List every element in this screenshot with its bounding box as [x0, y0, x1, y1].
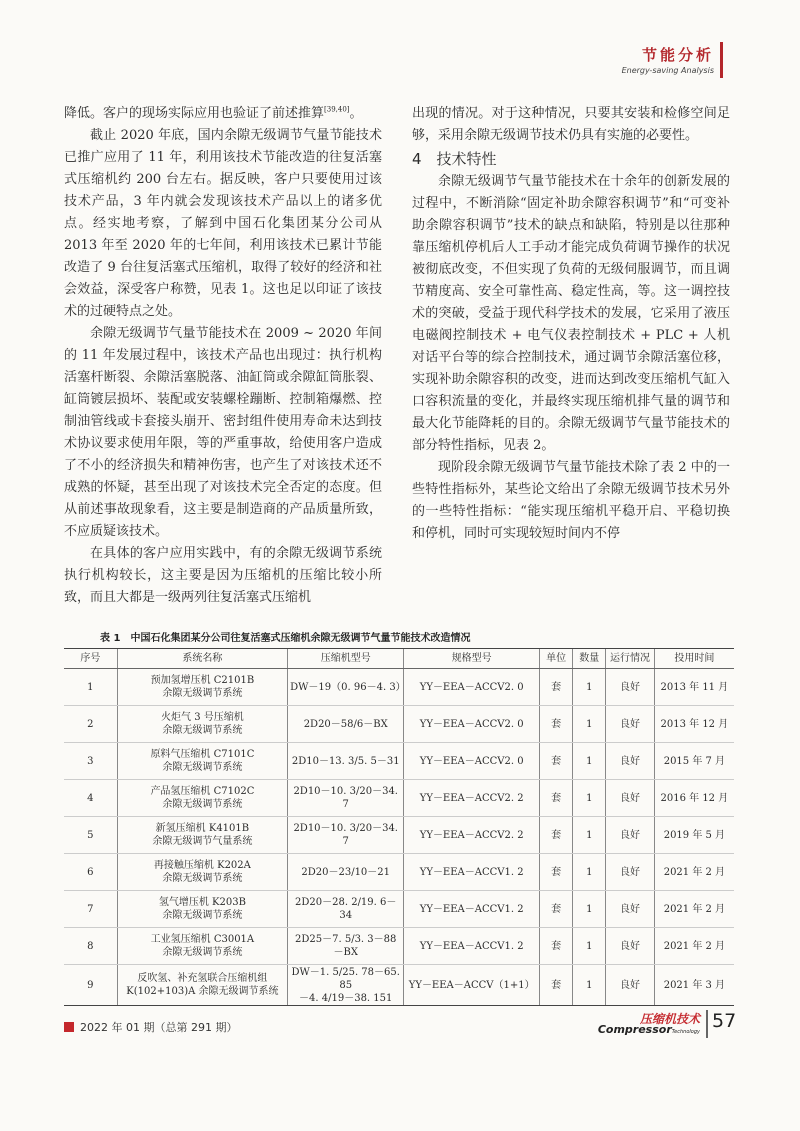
table-cell: 氢气增压机 K203B 余隙无级调节系统 [117, 891, 287, 928]
section-heading: 4 技术特性 [412, 150, 497, 168]
table-header-cell: 规格型号 [404, 649, 540, 669]
logo-english-main: Compressor [597, 1023, 672, 1036]
table-cell: 8 [64, 928, 117, 965]
logo-english-small: Technology [671, 1029, 700, 1035]
table-cell: 4 [64, 780, 117, 817]
table-body [64, 669, 734, 1006]
table-cell: 套 [540, 928, 573, 965]
table-header-cell: 运行情况 [606, 649, 654, 669]
table-cell: 新氢压缩机 K4101B 余隙无级调节气量系统 [117, 817, 287, 854]
paragraph: 在具体的客户应用实践中，有的余隙无级调节系统执行机构较长，这主要是因为压缩机的压缩比较小所致，而且大都是一级两列往复活塞式压缩机 [64, 546, 382, 605]
table-cell: 良好 [606, 854, 654, 891]
table-cell: 1 [573, 854, 606, 891]
table-cell: YY－EEA－ACCV（1+1） [404, 965, 540, 1006]
table-header-cell: 数量 [573, 649, 606, 669]
table-cell: 良好 [606, 669, 654, 706]
table-cell: YY－EEA－ACCV2. 0 [404, 706, 540, 743]
table-cell: 2016 年 12 月 [654, 780, 734, 817]
table-header-cell: 压缩机型号 [288, 649, 404, 669]
table-cell: DW－1. 5/25. 78－65. 85 －4. 4/19－38. 151 [288, 965, 404, 1006]
table-cell: 2D10－10. 3/20－34. 7 [288, 780, 404, 817]
table-cell: 9 [64, 965, 117, 1006]
table-cell: 火炬气 3 号压缩机 余隙无级调节系统 [117, 706, 287, 743]
table-cell: 良好 [606, 928, 654, 965]
table-cell: 套 [540, 817, 573, 854]
table-cell: 1 [573, 780, 606, 817]
footer-divider [706, 1010, 708, 1038]
table-cell: 良好 [606, 891, 654, 928]
journal-logo [597, 1010, 700, 1038]
table-cell: 套 [540, 706, 573, 743]
citation-ref: [39,40] [324, 105, 350, 114]
paragraph: 截止 2020 年底，国内余隙无级调节气量节能技术已推广应用了 11 年，利用该技术节能改造的往复活塞式压缩机约 200 台左右。据反映，客户只要使用过该技术产品，3 年内就会发现该技术产品以上的诸多优点。经实地考察，了解到中国石化集团某分公司从 2013 年至 2020 年的七年间，利用该技术已累计节能改造了 9 台往复活塞式压缩机，取得了较好的经济和社会效益，深受客户称赞，见表 1。这也足以印证了该技术的过硬特点之处。 [64, 128, 382, 319]
table-cell: 2013 年 11 月 [654, 669, 734, 706]
logo-english [598, 1023, 700, 1036]
table-header-cell: 单位 [540, 649, 573, 669]
right-column [412, 103, 730, 545]
table-cell: 1 [573, 669, 606, 706]
table-cell: 2015 年 7 月 [654, 743, 734, 780]
table-cell: YY－EEA－ACCV2. 0 [404, 669, 540, 706]
table-cell: 1 [573, 743, 606, 780]
table-cell: YY－EEA－ACCV2. 2 [404, 780, 540, 817]
issue-info: 2022 年 01 期（总第 291 期） [80, 1021, 238, 1034]
page-number: 57 [712, 1010, 737, 1032]
table-cell: 良好 [606, 965, 654, 1006]
paragraph: 出现的情况。对于这种情况，只要其安装和检修空间足够，采用余隙无级调节技术仍具有实施的必要性。 [412, 106, 730, 143]
table-row [64, 669, 734, 706]
table-row [64, 780, 734, 817]
table-cell: 2D10－13. 3/5. 5－31 [288, 743, 404, 780]
left-column [64, 103, 382, 609]
table-cell: YY－EEA－ACCV2. 0 [404, 743, 540, 780]
table-row [64, 743, 734, 780]
table-cell: 良好 [606, 706, 654, 743]
table-row [64, 817, 734, 854]
table-row [64, 928, 734, 965]
table-cell: 套 [540, 669, 573, 706]
journal-section-title: 节能分析 [641, 46, 714, 64]
table-cell: 2021 年 2 月 [654, 854, 734, 891]
table-cell: 1 [573, 817, 606, 854]
table-header-row [64, 649, 734, 669]
table-cell: YY－EEA－ACCV2. 2 [404, 817, 540, 854]
table-row [64, 854, 734, 891]
table-cell: 2021 年 3 月 [654, 965, 734, 1006]
table-header-cell: 序号 [64, 649, 117, 669]
table-cell: 预加氢增压机 C2101B 余隙无级调节系统 [117, 669, 287, 706]
table-cell: 2D20－23/10－21 [288, 854, 404, 891]
table-cell: 套 [540, 854, 573, 891]
table-cell: 2D10－10. 3/20－34. 7 [288, 817, 404, 854]
table-cell: YY－EEA－ACCV1. 2 [404, 854, 540, 891]
table-cell: 2D20－58/6－BX [288, 706, 404, 743]
paragraph: 余隙无级调节气量节能技术在十余年的创新发展的过程中，不断消除“固定补助余隙容积调节”和“可变补助余隙容积调节”技术的缺点和缺陷，特别是以往那种靠压缩机停机后人工手动才能完成负荷调节操作的状况被彻底改变，不但实现了负荷的无级伺服调节，而且调节精度高、安全可靠性高、稳定性高，等。这一调控技术的突破，受益于现代科学技术的发展，它采用了液压电磁阀控制技术 + 电气仪表控制技术 + PLC + 人机对话平台等的综合控制技术，通过调节余隙活塞位移，实现补助余隙容积的改变，进而达到改变压缩机气缸入口容积流量的变化，并最终实现压缩机排气量的调节和最大化节能降耗的目的。余隙无级调节气量节能技术的部分特性指标，见表 2。 [412, 174, 730, 453]
table-cell: DW－19（0. 96－4. 3） [288, 669, 404, 706]
table-cell: 产品氢压缩机 C7102C 余隙无级调节系统 [117, 780, 287, 817]
table-cell: 1 [573, 928, 606, 965]
table-cell: YY－EEA－ACCV1. 2 [404, 928, 540, 965]
table-cell: 2021 年 2 月 [654, 891, 734, 928]
paragraph: 余隙无级调节气量节能技术在 2009 ~ 2020 年间的 11 年发展过程中，该技术产品也出现过：执行机构活塞杆断裂、余隙活塞脱落、油缸筒或余隙缸筒胀裂、缸筒镀层损坏、装配或安装螺栓蹦断、控制箱爆燃、控制油管线或卡套接头崩开、密封组件使用寿命未达到技术协议要求使用年限，等的严重事故，给使用客户造成了不小的经济损失和精神伤害，也产生了对该技术还不成熟的怀疑，甚至出现了对该技术完全否定的态度。但从前述事故现象看，这主要是制造商的产品质量所致，不应质疑该技术。 [64, 326, 382, 539]
table-cell: 1 [64, 669, 117, 706]
table-header-cell: 投用时间 [654, 649, 734, 669]
table-cell: 套 [540, 780, 573, 817]
table-cell: 1 [573, 965, 606, 1006]
table-row [64, 965, 734, 1006]
table-cell: 2D25－7. 5/3. 3－88－BX [288, 928, 404, 965]
paragraph: 现阶段余隙无级调节气量节能技术除了表 2 中的一些特性指标外，某些论文给出了余隙无级调节技术另外的一些特性指标：“能实现压缩机平稳开启、平稳切换和停机，同时可实现较短时间内不停 [412, 460, 730, 541]
table-cell: 套 [540, 965, 573, 1006]
table-cell: 反吹氢、补充氢联合压缩机组 K(102+103)A 余隙无级调节系统 [117, 965, 287, 1006]
table-caption: 表 1 中国石化集团某分公司往复活塞式压缩机余隙无级调节气量节能技术改造情况 [100, 633, 471, 644]
table-cell: 3 [64, 743, 117, 780]
table-cell: 再接触压缩机 K202A 余隙无级调节系统 [117, 854, 287, 891]
table-cell: 1 [573, 891, 606, 928]
table-cell: 1 [573, 706, 606, 743]
paragraph [64, 103, 382, 125]
table-cell: 2 [64, 706, 117, 743]
table-cell: 良好 [606, 817, 654, 854]
table-cell: 套 [540, 891, 573, 928]
journal-section-subtitle: Energy-saving Analysis [621, 66, 714, 75]
table-cell: 工业氢压缩机 C3001A 余隙无级调节系统 [117, 928, 287, 965]
header-accent-bar [720, 42, 723, 78]
logo-title: 压缩机技术 [639, 1012, 700, 1026]
paragraph-text: 降低。客户的现场实际应用也验证了前述推算 [64, 106, 325, 121]
table-cell: 原料气压缩机 C7101C 余隙无级调节系统 [117, 743, 287, 780]
table-cell: 2019 年 5 月 [654, 817, 734, 854]
table-cell: 2021 年 2 月 [654, 928, 734, 965]
table-cell: 良好 [606, 743, 654, 780]
table-cell: YY－EEA－ACCV1. 2 [404, 891, 540, 928]
table-row [64, 706, 734, 743]
table-cell: 2013 年 12 月 [654, 706, 734, 743]
table-header-cell: 系统名称 [117, 649, 287, 669]
retrofit-table [64, 648, 734, 1006]
table-cell: 7 [64, 891, 117, 928]
footer-marker [64, 1022, 74, 1032]
table-cell: 6 [64, 854, 117, 891]
table-cell: 5 [64, 817, 117, 854]
table-cell: 2D20－28. 2/19. 6－34 [288, 891, 404, 928]
paragraph-end: 。 [349, 106, 363, 121]
table-row [64, 891, 734, 928]
table-cell: 套 [540, 743, 573, 780]
table-cell: 良好 [606, 780, 654, 817]
